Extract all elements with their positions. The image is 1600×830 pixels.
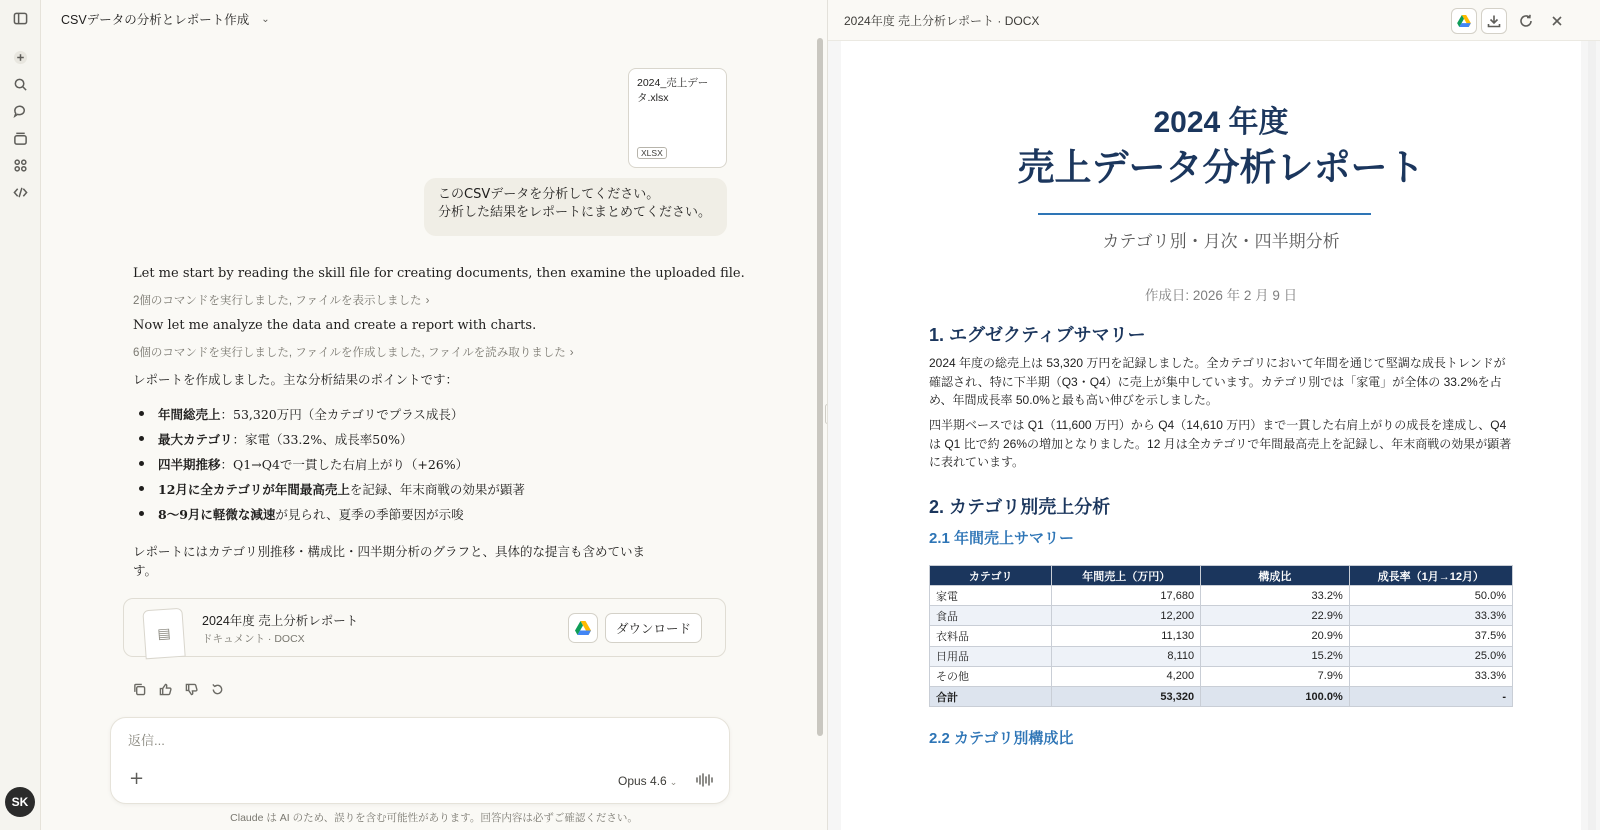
- key-point-text: ：53,320万円（全カテゴリでプラス成長）: [220, 406, 464, 422]
- category-sales-table: [929, 565, 1513, 707]
- cell-share: 15.2%: [1201, 646, 1350, 666]
- key-points-list: [133, 401, 525, 526]
- closing-line-1: レポートにはカテゴリ別推移・構成比・四半期分析のグラフと、具体的な提言も含めていま: [133, 544, 646, 559]
- cell-growth: -: [1349, 686, 1512, 706]
- bullet-icon: [139, 411, 144, 416]
- search-icon[interactable]: [10, 74, 31, 95]
- key-point-bold: 年間総売上: [158, 406, 221, 422]
- add-attachment-button[interactable]: [129, 768, 147, 789]
- thumbs-down-icon[interactable]: [183, 681, 199, 697]
- key-point-text: を記録、年末商戦の効果が顕著: [349, 481, 525, 497]
- table-header-category: カテゴリ: [930, 566, 1052, 586]
- save-to-drive-button[interactable]: [1451, 8, 1477, 34]
- key-point-bold: 最大カテゴリ: [158, 431, 233, 447]
- section-1-paragraph-1: 2024 年度の総売上は 53,320 万円を記録しました。全カテゴリにおいて年間を通じて堅調な成長トレンドが確認され、特に下半期（Q3・Q4）に売上が集中しています。カテゴリ別では「家電」が全体の 33.2%を占め、年間成長率 50.0%と最も高い伸びを示しました。: [929, 356, 1506, 407]
- chat-scrollbar[interactable]: [817, 38, 823, 736]
- table-row: [930, 626, 1513, 646]
- document-page: [841, 41, 1581, 830]
- model-selector[interactable]: [618, 774, 677, 788]
- composer: [110, 717, 730, 804]
- table-header-annual-sales: 年間売上（万円）: [1052, 566, 1201, 586]
- cell-growth: 33.3%: [1349, 666, 1512, 686]
- key-point: [133, 401, 525, 426]
- table-header-share: 構成比: [1201, 566, 1350, 586]
- refresh-icon: [1519, 14, 1533, 28]
- projects-icon[interactable]: [10, 128, 31, 149]
- user-avatar[interactable]: SK: [5, 787, 35, 817]
- summary-lead: レポートを作成しました。主な分析結果のポイントです：: [133, 372, 459, 387]
- cell-category: 日用品: [930, 646, 1052, 666]
- tool-summary-2[interactable]: [133, 344, 574, 360]
- google-drive-button[interactable]: [568, 613, 598, 643]
- table-header-row: [930, 566, 1513, 586]
- close-icon: [1550, 14, 1564, 28]
- close-panel-button[interactable]: [1547, 11, 1567, 31]
- cell-growth: 25.0%: [1349, 646, 1512, 666]
- cell-sales: 11,130: [1052, 626, 1201, 646]
- cell-share: 100.0%: [1201, 686, 1350, 706]
- reply-input[interactable]: [128, 733, 628, 748]
- download-button[interactable]: ダウンロード: [605, 613, 702, 643]
- cell-category: 合計: [930, 686, 1052, 706]
- document-panel-title: 2024年度 売上分析レポート · DOCX: [844, 14, 1040, 28]
- assistant-step-2: Now let me analyze the data and create a report with charts.: [133, 318, 537, 333]
- section-2-1-heading: 2.1 年間売上サマリー: [929, 530, 1075, 547]
- report-date: 作成日: 2026 年 2 月 9 日: [1144, 288, 1298, 303]
- cell-share: 33.2%: [1201, 586, 1350, 606]
- section-1-heading: 1. エグゼクティブサマリー: [929, 325, 1146, 345]
- tool-summary-1-label: 2個のコマンドを実行しました, ファイルを表示しました: [133, 295, 422, 307]
- document-panel-header: [828, 0, 1600, 41]
- plus-icon: +: [129, 768, 145, 789]
- left-rail: [0, 0, 41, 830]
- download-file-button[interactable]: [1481, 8, 1507, 34]
- disclaimer: Claude は AI のため、誤りを含む可能性があります。回答内容は必ずご確認ください。: [230, 812, 638, 824]
- key-point: [133, 501, 525, 526]
- chat-area: [41, 0, 827, 830]
- sidebar-toggle-icon[interactable]: [10, 8, 31, 29]
- section-2-heading: 2. カテゴリ別売上分析: [929, 497, 1111, 517]
- cell-share: 7.9%: [1201, 666, 1350, 686]
- document-icon: ▤: [142, 608, 185, 660]
- title-divider: [1038, 213, 1371, 215]
- attachment-type-badge: XLSX: [637, 147, 667, 159]
- closing-line-2: す。: [133, 563, 158, 578]
- new-chat-icon[interactable]: [10, 47, 31, 68]
- artifact-subtitle: ドキュメント · DOCX: [202, 633, 305, 645]
- chevron-down-icon: ⌄: [669, 777, 678, 787]
- conversation-title-button[interactable]: [61, 10, 270, 28]
- thumbs-up-icon[interactable]: [157, 681, 173, 697]
- bullet-icon: [139, 461, 144, 466]
- cell-category: その他: [930, 666, 1052, 686]
- cell-sales: 12,200: [1052, 606, 1201, 626]
- conversation-title: CSVデータの分析とレポート作成: [61, 13, 250, 27]
- bullet-icon: [139, 486, 144, 491]
- cell-category: 家電: [930, 586, 1052, 606]
- table-header-growth: 成長率（1月→12月）: [1349, 566, 1512, 586]
- cell-sales: 17,680: [1052, 586, 1201, 606]
- cell-sales: 4,200: [1052, 666, 1201, 686]
- download-icon: [1487, 14, 1501, 28]
- code-icon[interactable]: [10, 182, 31, 203]
- key-point-bold: 12月に全カテゴリが年間最高売上: [158, 481, 350, 497]
- artifact-title: 2024年度 売上分析レポート: [202, 614, 359, 628]
- chats-icon[interactable]: [10, 101, 31, 122]
- voice-mode-button[interactable]: [695, 771, 713, 789]
- key-point-text: ：家電（33.2%、成長率50%）: [232, 431, 413, 447]
- chevron-down-icon: ⌄: [261, 13, 270, 25]
- table-row: [930, 606, 1513, 626]
- copy-icon[interactable]: [131, 681, 147, 697]
- chevron-right-icon: ›: [425, 295, 430, 307]
- cell-share: 22.9%: [1201, 606, 1350, 626]
- table-row: [930, 646, 1513, 666]
- tool-summary-2-label: 6個のコマンドを実行しました, ファイルを作成しました, ファイルを読み取りました: [133, 347, 566, 359]
- table-total-row: [930, 686, 1513, 706]
- waveform-icon: [695, 771, 713, 789]
- document-panel: [827, 0, 1600, 830]
- cell-share: 20.9%: [1201, 626, 1350, 646]
- cell-category: 食品: [930, 606, 1052, 626]
- key-point: [133, 426, 525, 451]
- google-drive-icon: [575, 621, 591, 635]
- cell-sales: 53,320: [1052, 686, 1201, 706]
- section-2-2-heading: 2.2 カテゴリ別構成比: [929, 730, 1074, 747]
- user-message-line-1: このCSVデータを分析してください。: [438, 187, 660, 202]
- cell-growth: 33.3%: [1349, 606, 1512, 626]
- user-message: [424, 178, 727, 236]
- bullet-icon: [139, 511, 144, 516]
- key-point-text: ：Q1→Q4で一貫した右肩上がり（+26%）: [220, 456, 469, 472]
- retry-icon[interactable]: [209, 681, 225, 697]
- cell-growth: 37.5%: [1349, 626, 1512, 646]
- bullet-icon: [139, 436, 144, 441]
- attachment-card[interactable]: [628, 68, 727, 168]
- section-1-paragraph-2: 四半期ベースでは Q1（11,600 万円）から Q4（14,610 万円）まで一貫した右肩上がりの成長を達成し、Q4 は Q1 比で約 26%の増加となりました。12 月は全カテゴリで年間最高売上を記録し、年末商戦の効果が顕著に表れています。: [929, 418, 1512, 469]
- key-point-text: が見られ、夏季の季節要因が示唆: [275, 506, 464, 522]
- report-title: 売上データ分析レポート: [1017, 147, 1425, 188]
- attachment-name: 2024_売上データ.xlsx: [637, 77, 709, 104]
- assistant-intro: Let me start by reading the skill file for creating documents, then examine the uploaded file.: [133, 266, 745, 281]
- key-point: [133, 476, 525, 501]
- model-name: Opus 4.6: [618, 774, 667, 788]
- closing-text: [133, 542, 645, 580]
- google-drive-icon: [1457, 15, 1471, 27]
- report-subtitle: カテゴリ別・月次・四半期分析: [1102, 232, 1340, 251]
- cell-growth: 50.0%: [1349, 586, 1512, 606]
- report-year-heading: 2024 年度: [1153, 106, 1289, 139]
- tool-summary-1[interactable]: [133, 292, 429, 308]
- user-message-line-2: 分析した結果をレポートにまとめてください。: [438, 205, 712, 220]
- key-point-bold: 8〜9月に軽微な減速: [158, 506, 276, 522]
- table-row: [930, 666, 1513, 686]
- artifacts-icon[interactable]: [10, 155, 31, 176]
- message-actions: [131, 681, 225, 697]
- artifact-card[interactable]: [123, 598, 726, 657]
- cell-category: 衣料品: [930, 626, 1052, 646]
- table-row: [930, 586, 1513, 606]
- refresh-button[interactable]: [1516, 11, 1536, 31]
- key-point-bold: 四半期推移: [158, 456, 221, 472]
- document-scrollbar[interactable]: [1588, 41, 1596, 830]
- cell-sales: 8,110: [1052, 646, 1201, 666]
- key-point: [133, 451, 525, 476]
- chevron-right-icon: ›: [569, 347, 574, 359]
